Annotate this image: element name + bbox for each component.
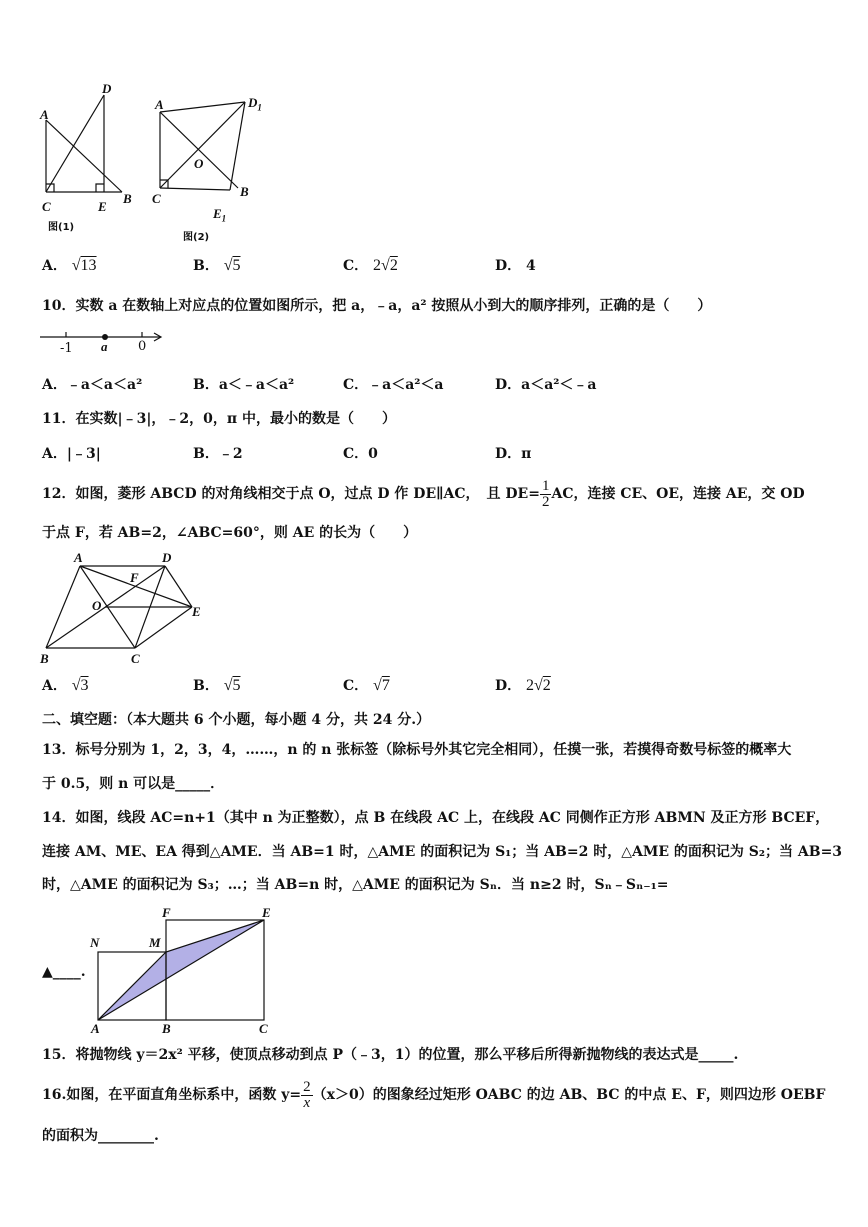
q14-label-C: C <box>259 1021 268 1036</box>
fig1-label-E: E <box>98 199 107 214</box>
q12-stem-line2: 于点 F，若 AB=2，∠ABC=60°，则 AE 的长为（ ） <box>42 525 418 541</box>
q12-option-d[interactable]: D． 2√2 <box>495 677 551 694</box>
q12-option-a[interactable]: A． √3 <box>42 677 89 694</box>
q16-fraction: $\frac{2}{x}$ <box>303 1078 311 1111</box>
q12-label-O: O <box>92 598 102 613</box>
section-2-heading: 二、填空题：（本大题共 6 个小题，每小题 4 分，共 24 分.） <box>42 712 431 728</box>
q16-stem-line2: 的面积为________. <box>42 1128 159 1144</box>
q13-stem-line1: 13．标号分别为 1，2，3，4，……，n 的 n 张标签（除标号外其它完全相同），任摸一张，若摸得奇数号标签的概率大 <box>42 742 792 758</box>
q9-option-d[interactable]: D． 4 <box>495 258 536 274</box>
q11-stem: 11．在实数|﹣3|，﹣2，0，π 中，最小的数是（ ） <box>42 411 397 427</box>
fig2-label-A: A <box>155 97 164 112</box>
q12-label-A: A <box>74 550 83 565</box>
q14-stem-line2: 连接 AM、ME、EA 得到△AME．当 AB=1 时，△AME 的面积记为 S₁；当 AB=2 时，△AME 的面积记为 S₂；当 AB=3 <box>42 844 843 860</box>
q10-stem: 10．实数 a 在数轴上对应点的位置如图所示，把 a，﹣a，a² 按照从小到大的顺序排列，正确的是（ ） <box>42 298 712 314</box>
fig1-label-D: D <box>102 81 112 96</box>
q14-label-M: M <box>149 935 161 950</box>
numberline-tick-zero: 0 <box>138 339 147 354</box>
q12-option-b[interactable]: B． √5 <box>193 677 241 694</box>
q14-stem-line1: 14．如图，线段 AC=n+1（其中 n 为正整数），点 B 在线段 AC 上，在线段 AC 同侧作正方形 ABMN 及正方形 BCEF， <box>42 810 830 826</box>
q13-stem-line2: 于 0.5，则 n 可以是_____． <box>42 776 225 792</box>
q14-answer-blank[interactable]: ▲____. <box>42 964 86 980</box>
q10-option-b[interactable]: B．a＜﹣a＜a² <box>193 377 295 393</box>
q14-stem-line3: 时，△AME 的面积记为 S₃；…；当 AB=n 时，△AME 的面积记为 Sₙ．当 n≥2 时，Sₙ﹣Sₙ₋₁= <box>42 877 669 893</box>
q12-label-E: E <box>192 604 201 619</box>
q9-option-a[interactable]: A． √13 <box>42 257 97 274</box>
q9-option-b[interactable]: B． √5 <box>193 257 241 274</box>
fig2-caption: 图(2) <box>183 232 210 243</box>
q14-label-B: B <box>162 1021 171 1036</box>
numberline-point-a: a <box>101 339 108 354</box>
fig2-label-E1: $E_1$ <box>213 206 227 224</box>
q12-label-B: B <box>40 651 49 666</box>
fig1-label-A: A <box>40 107 49 122</box>
q14-label-E: E <box>262 905 271 920</box>
fig2-label-O: O <box>194 156 204 171</box>
q14-label-F: F <box>162 905 171 920</box>
q10-option-a[interactable]: A．﹣a＜a＜a² <box>42 377 143 393</box>
fig1-label-B: B <box>123 191 132 206</box>
fig2-label-C: C <box>152 191 161 206</box>
q12-label-F: F <box>130 570 139 585</box>
q16-stem-line1: 16.如图，在平面直角坐标系中，函数 y= $\frac{2}{x}$ （x＞0）的图象经过矩形 OABC 的边 AB、BC 的中点 E、F，则四边形 OEBF <box>42 1078 826 1111</box>
q12-label-C: C <box>131 651 140 666</box>
q9-option-c[interactable]: C． 2√2 <box>343 257 398 274</box>
q11-option-b[interactable]: B．﹣2 <box>193 446 243 462</box>
q12-stem-line1: 12．如图，菱形 ABCD 的对角线相交于点 O，过点 D 作 DE∥AC， 且 DE= $\frac{1}{2}$ AC，连接 CE、OE，连接 AE，交 OD <box>42 477 805 510</box>
fig1-label-C: C <box>42 199 51 214</box>
q12-label-D: D <box>162 550 172 565</box>
q15-stem: 15．将抛物线 y＝2x² 平移，使顶点移动到点 P（﹣3，1）的位置，那么平移后所得新抛物线的表达式是_____. <box>42 1047 739 1063</box>
q11-option-c[interactable]: C．0 <box>343 446 378 462</box>
q14-label-N: N <box>90 935 100 950</box>
q11-option-a[interactable]: A．|﹣3| <box>42 446 101 462</box>
fig2-label-B: B <box>240 184 249 199</box>
q10-option-c[interactable]: C．﹣a＜a²＜a <box>343 377 444 393</box>
fig2-label-D1: $D_1$ <box>248 95 262 113</box>
q12-option-c[interactable]: C． √7 <box>343 677 390 694</box>
q10-option-d[interactable]: D．a＜a²＜﹣a <box>495 377 597 393</box>
numberline-tick-minus1: -1 <box>60 341 73 356</box>
q12-fraction: $\frac{1}{2}$ <box>541 477 550 510</box>
fig1-caption: 图(1) <box>48 222 75 233</box>
q14-label-A: A <box>91 1021 100 1036</box>
q11-option-d[interactable]: D．π <box>495 446 532 462</box>
